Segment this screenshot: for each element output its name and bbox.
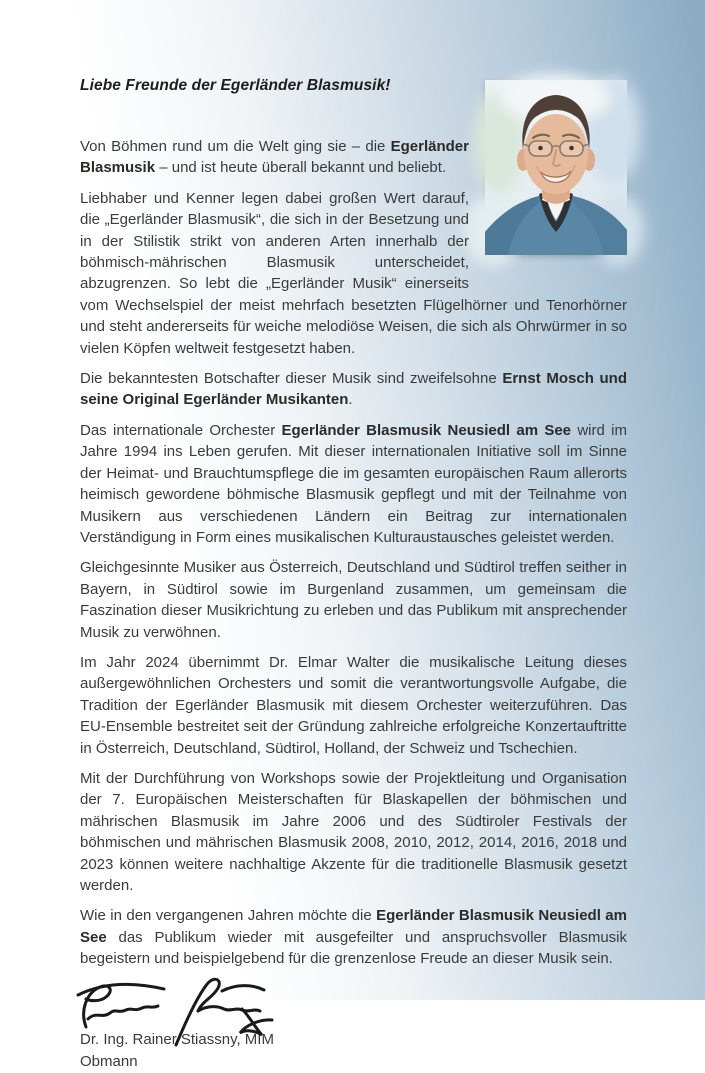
letter-content (80, 76, 627, 1073)
signature-scrawl (64, 975, 314, 1053)
body-text: das Publikum wieder mit ausgefeilter und anspruchsvoller Blasmusik begeistern und beispielgebend für die grenzenlose Freude an dieser Musik sein. (80, 928, 627, 968)
body-text: wird im Jahre 1994 ins Leben gerufen. Mit dieser internationalen Initiative soll im Sinne der Heimat- und Brauchtumspflege die im gesamten europäischen Raum allerorts heimisch gewordene böhmische Blasmusik gepflegt und mit der Teilnahme von Musikern aus verschiedenen Ländern ein Beitrag zur internationalen Verständigung in Form eines musikalischen Kulturaustausches geleistet werden. (80, 421, 627, 546)
bold-text: Egerländer Blasmusik (80, 138, 469, 177)
paragraph (80, 652, 627, 759)
paragraph (80, 905, 627, 969)
body-text: Mit der Durchführung von Workshops sowie der Projektleitung und Organisation der 7. Europäischen Meisterschaften für Blaskapellen der böhmischen und mährischen Blasmusik im Jahre 2006 und des Südtiroler Festivals der böhmischen und mährischen Blasmusik 2008, 2010, 2012, 2014, 2016, 2018 und 2023 können weitere nachhaltige Akzente für die traditionelle Blasmusik gesetzt werden. (80, 769, 627, 894)
body-text: Im Jahr 2024 übernimmt Dr. Elmar Walter die musikalische Leitung dieses außergewöhnlichen Orchesters und somit die verantwortungsvolle Aufgabe, die Tradition der Egerländer Blasmusik mit diesem Orchester weiterzuführen. Das EU-Ensemble bestreitet seit der Gründung zahlreiche erfolgreiche Konzertauftritte in Österreich, Deutschland, Südtirol, Holland, der Schweiz und Tschechien. (80, 653, 627, 757)
bold-text: Egerländer Blasmusik Neusiedl am See (281, 421, 572, 439)
paragraph (80, 420, 627, 548)
body-text: . (348, 391, 353, 409)
body-text: Liebhaber und Kenner legen dabei großen Wert darauf, die „Egerländer Blasmusik“, die sich in der Besetzung und in der Stilistik strikt von anderen Arten innerhalb der böhmisch-mährischen Blasmusik unterscheidet, abzugrenzen. So lebt die „Egerländer Musik“ einerseits vom Wechselspiel der meist mehrfach besetzten Flügelhörner und Tenorhörner und steht andererseits für weiche melodiöse Weisen, die sich als Ohrwürmer in so vielen Köpfen weltweit festgesetzt haben. (80, 189, 627, 357)
body-paragraphs (80, 136, 627, 970)
body-text: Das internationale Orchester (80, 421, 282, 439)
body-text: Gleichgesinnte Musiker aus Österreich, Deutschland und Südtirol treffen seither in Bayern, in Südtirol sowie im Burgenland zusammen, um gemeinsam die Faszination dieser Musikrichtung zu erleben und das Publikum mit ansprechender Musik zu verwöhnen. (80, 559, 627, 641)
paragraph (80, 557, 627, 643)
body-text: Wie in den vergangenen Jahren möchte die (80, 907, 377, 925)
portrait-illustration (485, 80, 627, 255)
bold-text: Egerländer Blasmusik Neusiedl am See (80, 907, 627, 946)
body-text: Von Böhmen rund um die Welt ging sie – die (80, 138, 391, 155)
signatory-role: Obmann (80, 1052, 138, 1070)
paragraph (80, 368, 627, 411)
paragraph (80, 768, 627, 896)
signatory-name: Dr. Ing. Rainer Stiassny, MIM (80, 1030, 274, 1048)
signature-block (64, 979, 627, 1029)
portrait-photo (485, 80, 627, 255)
body-text: – und ist heute überall bekannt und beliebt. (155, 159, 447, 177)
letter-heading: Liebe Freunde der Egerländer Blasmusik! (80, 77, 391, 94)
bold-text: Ernst Mosch und seine Original Egerländer Musikanten (80, 370, 627, 409)
body-text: Die bekanntesten Botschafter dieser Musik sind zweifelsohne (80, 370, 503, 388)
